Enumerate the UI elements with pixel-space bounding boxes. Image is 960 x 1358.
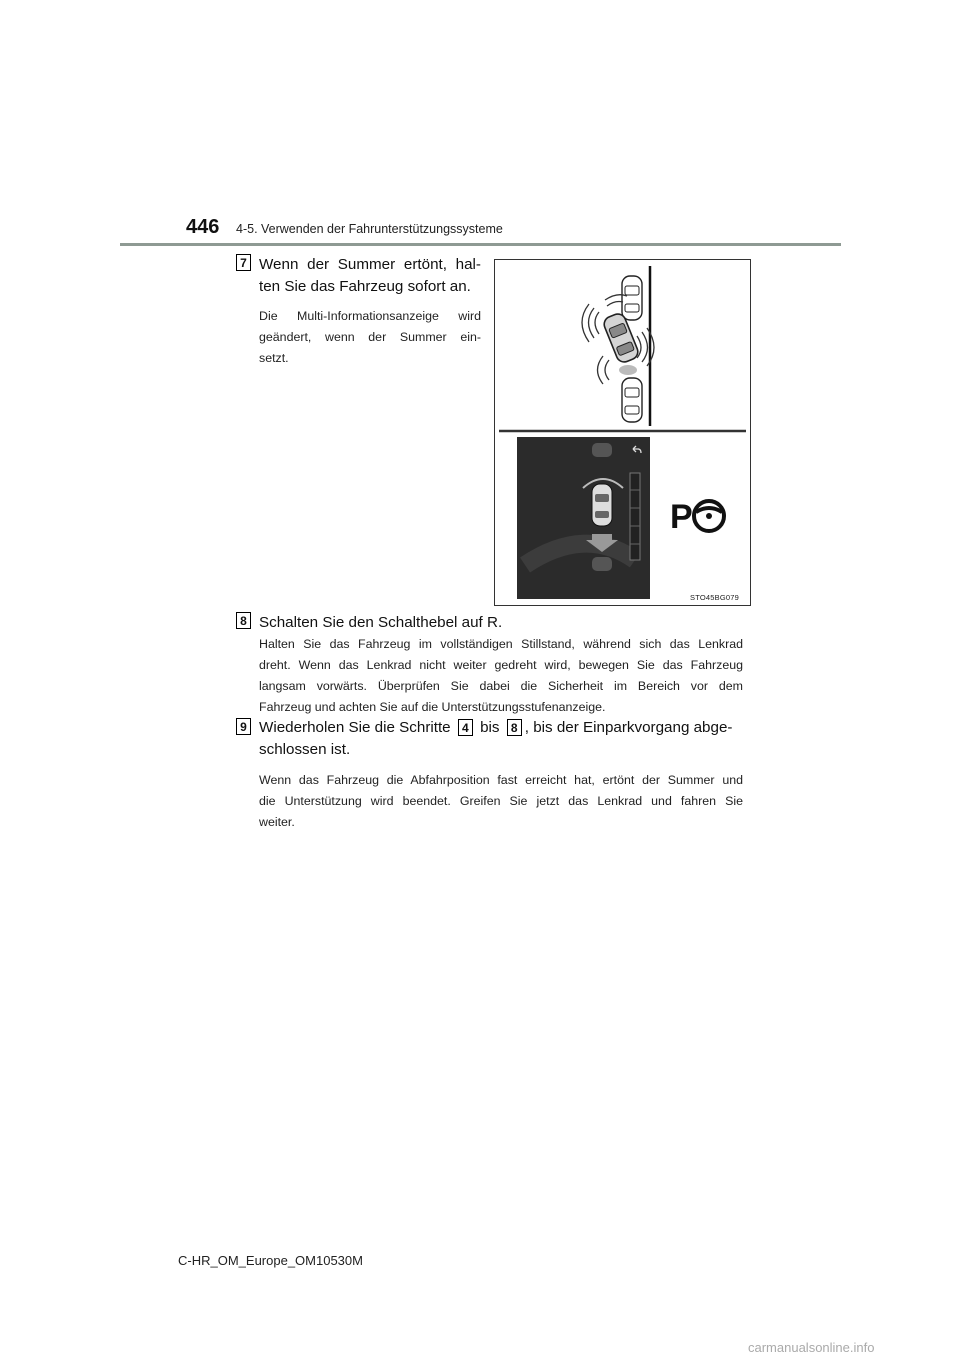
note-line: dreht. Wenn das Lenkrad nicht weiter gedreht wird, bewegen Sie das Fahrzeug bbox=[259, 658, 743, 672]
step-9-heading-line2: schlossen ist. bbox=[259, 741, 351, 758]
step-9-heading-line1 bbox=[259, 717, 745, 739]
step-badge-9: 9 bbox=[236, 718, 251, 735]
note-line: weiter. bbox=[259, 815, 295, 829]
step-8-note bbox=[259, 634, 743, 718]
heading-text: bis bbox=[480, 719, 500, 736]
parking-illustration-svg bbox=[495, 260, 750, 605]
note-line: Halten Sie das Fahrzeug im vollständigen Stillstand, während sich das Lenkrad bbox=[259, 637, 743, 651]
step-7-note bbox=[259, 306, 481, 369]
heading-text: , bis der Einparkvorgang abge- bbox=[524, 719, 733, 736]
footer-doc-id: C-HR_OM_Europe_OM10530M bbox=[178, 1253, 363, 1268]
steering-wheel-icon bbox=[694, 501, 724, 531]
note-line: Fahrzeug und achten Sie auf die Unterstützungsstufenanzeige. bbox=[259, 700, 606, 714]
car-top-icon bbox=[622, 276, 642, 320]
figure-code: STO45BG079 bbox=[690, 593, 739, 602]
note-line: Die Multi-Informationsanzeige wird bbox=[259, 309, 481, 323]
note-line: setzt. bbox=[259, 351, 289, 365]
parking-illustration bbox=[494, 259, 751, 606]
note-line: die Unterstützung wird beendet. Greifen Sie jetzt das Lenkrad und fahren Sie bbox=[259, 794, 743, 808]
step-8-heading: Schalten Sie den Schalthebel auf R. bbox=[259, 614, 503, 631]
step-7-heading-line2: ten Sie das Fahrzeug sofort an. bbox=[259, 278, 471, 295]
step-ref-8[interactable]: 8 bbox=[507, 719, 522, 736]
note-line: geändert, wenn der Summer ein- bbox=[259, 330, 481, 344]
car-top-icon bbox=[592, 484, 612, 526]
step-7-heading-line1: Wenn der Summer ertönt, hal- bbox=[259, 256, 481, 273]
car-silhouette bbox=[592, 443, 612, 457]
sensor-zone bbox=[619, 365, 637, 375]
car-top-icon bbox=[622, 378, 642, 422]
car-silhouette bbox=[592, 557, 612, 571]
chapter-title: 4-5. Verwenden der Fahrunterstützungssysteme bbox=[236, 222, 503, 236]
step-9-heading bbox=[259, 717, 745, 761]
header-rule bbox=[120, 243, 841, 246]
step-badge-8: 8 bbox=[236, 612, 251, 629]
note-line: Wenn das Fahrzeug die Abfahrposition fast erreicht hat, ertönt der Summer und bbox=[259, 773, 743, 787]
heading-text: Wiederholen Sie die Schritte bbox=[259, 719, 451, 736]
support-level-bar bbox=[630, 473, 640, 560]
watermark[interactable]: carmanualsonline.info bbox=[748, 1340, 875, 1355]
display-letter: P bbox=[670, 498, 693, 536]
step-ref-4[interactable]: 4 bbox=[458, 719, 473, 736]
step-badge-7: 7 bbox=[236, 254, 251, 271]
page-number: 446 bbox=[186, 216, 220, 238]
step-9-note bbox=[259, 770, 743, 833]
step-7-heading bbox=[259, 254, 481, 298]
note-line: langsam vorwärts. Überprüfen Sie dabei die Sicherheit im Bereich vor dem bbox=[259, 679, 743, 693]
